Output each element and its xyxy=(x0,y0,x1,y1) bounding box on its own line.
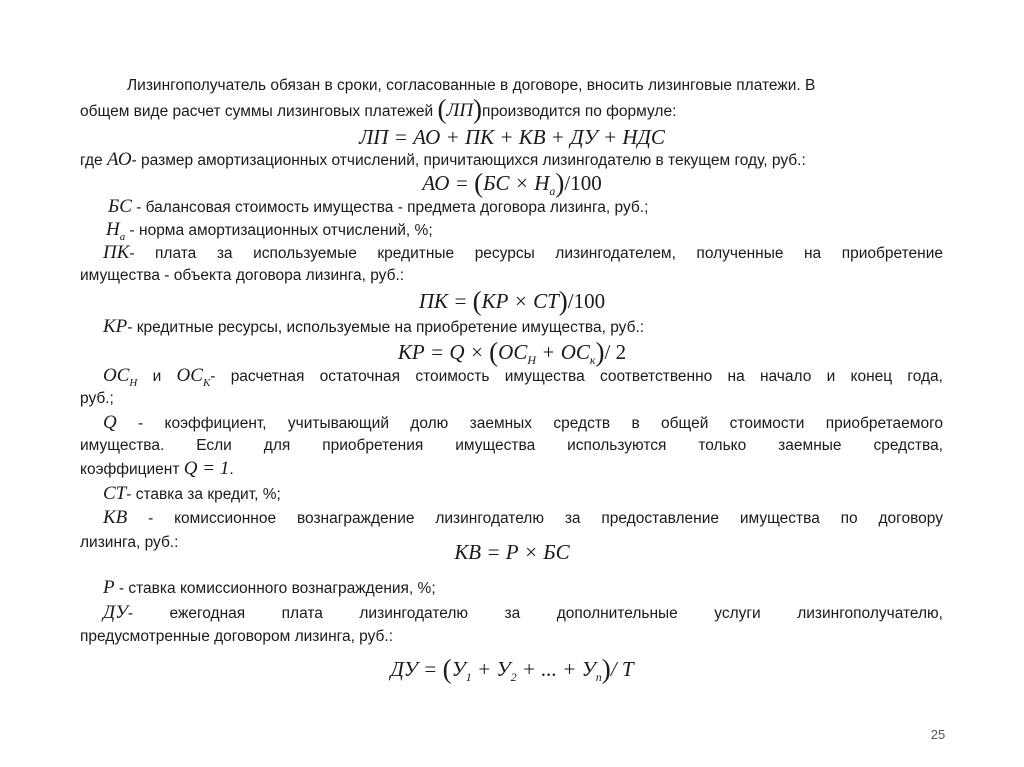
os-k-symbol: $ОС_К$ xyxy=(176,365,211,389)
du-definition-line-2: предусмотренные договором лизинга, руб.: xyxy=(80,628,394,645)
intro-line-2-text: общем виде расчет суммы лизинговых платежей xyxy=(80,103,438,120)
bs-definition: БС - балансовая стоимость имущества - предмета договора лизинга, руб.; xyxy=(108,196,649,217)
kr-definition: КР- кредитные ресурсы, используемые на приобретение имущества, руб.: xyxy=(103,316,645,337)
intro-line-2-end: производится по формуле: xyxy=(482,103,677,120)
ao-symbol: АО xyxy=(106,149,132,170)
na-definition: $Н_а$ - норма амортизационных отчислений, %; xyxy=(106,219,433,243)
kr-symbol: КР xyxy=(103,316,128,337)
pk-symbol: ПК xyxy=(103,242,130,263)
q-definition-line-2: имущества. Если для приобретения имущества используются только заемные средства, xyxy=(80,437,943,454)
du-definition-line-1: ДУ- ежегодная плата лизингодателю за дополнительные услуги лизингополучателю, xyxy=(103,602,943,623)
page-number: 25 xyxy=(930,727,946,742)
formula-kr: КР = $Q \times (ОС_Н + ОС_к)/$ 2 xyxy=(397,337,627,368)
intro-line-2 xyxy=(80,94,943,124)
os-definition-line-1: $ОС_Н$ и $ОС_К-$ расчетная остаточная стоимость имущества соответственно на начало и конец года, xyxy=(103,365,943,389)
os-definition-line-2: руб.; xyxy=(80,390,114,407)
kv-symbol: КВ xyxy=(103,507,128,528)
na-symbol: $Н_а$ xyxy=(106,219,126,243)
kv-definition-line-1: КВ - комиссионное вознаграждение лизингодателю за предоставление имущества по договору xyxy=(103,507,943,528)
formula-pk: ПК = (КР × СТ)/100 xyxy=(418,286,606,316)
du-symbol: ДУ xyxy=(103,602,128,623)
kv-definition-line-2: лизинга, руб.: xyxy=(80,534,179,551)
pk-definition-line-2: имущества - объекта договора лизинга, руб.: xyxy=(80,267,405,284)
q-definition-line-3: коэффициент Q = 1. xyxy=(80,458,234,479)
formula-du: ДУ = ($У_1 + У_2$ + ... + $У_n)/$ Т xyxy=(390,654,634,685)
os-n-symbol: $ОС_Н$ xyxy=(103,365,138,389)
intro-line-1: Лизингополучатель обязан в сроки, согласованные в договоре, вносить лизинговые платежи. В xyxy=(127,77,816,94)
lp-symbol: (ЛП) xyxy=(437,94,483,124)
st-symbol: СТ xyxy=(103,483,127,504)
p-definition: Р - ставка комиссионного вознаграждения, %; xyxy=(103,577,436,598)
q-symbol: Q xyxy=(103,412,117,433)
formula-ao: АО = $(БС \times Н_а)/100$ xyxy=(422,168,602,199)
formula-main: ЛП = АО + ПК + КВ + ДУ + НДС xyxy=(359,125,665,149)
p-symbol: Р xyxy=(103,577,115,598)
ao-definition: где АО- размер амортизационных отчислений, причитающихся лизингодателю в текущем году, руб.: xyxy=(80,149,806,170)
st-definition: СТ- ставка за кредит, %; xyxy=(103,483,281,504)
formula-kv: КВ = Р × БС xyxy=(454,540,570,564)
bs-symbol: БС xyxy=(108,196,132,217)
q-equals-one: Q = 1 xyxy=(183,458,230,479)
q-definition-line-1: Q - коэффициент, учитывающий долю заемных средств в общей стоимости приобретаемого xyxy=(103,412,943,433)
pk-definition-line-1: ПК- плата за используемые кредитные ресурсы лизингодателем, полученные на приобретение xyxy=(103,242,943,263)
